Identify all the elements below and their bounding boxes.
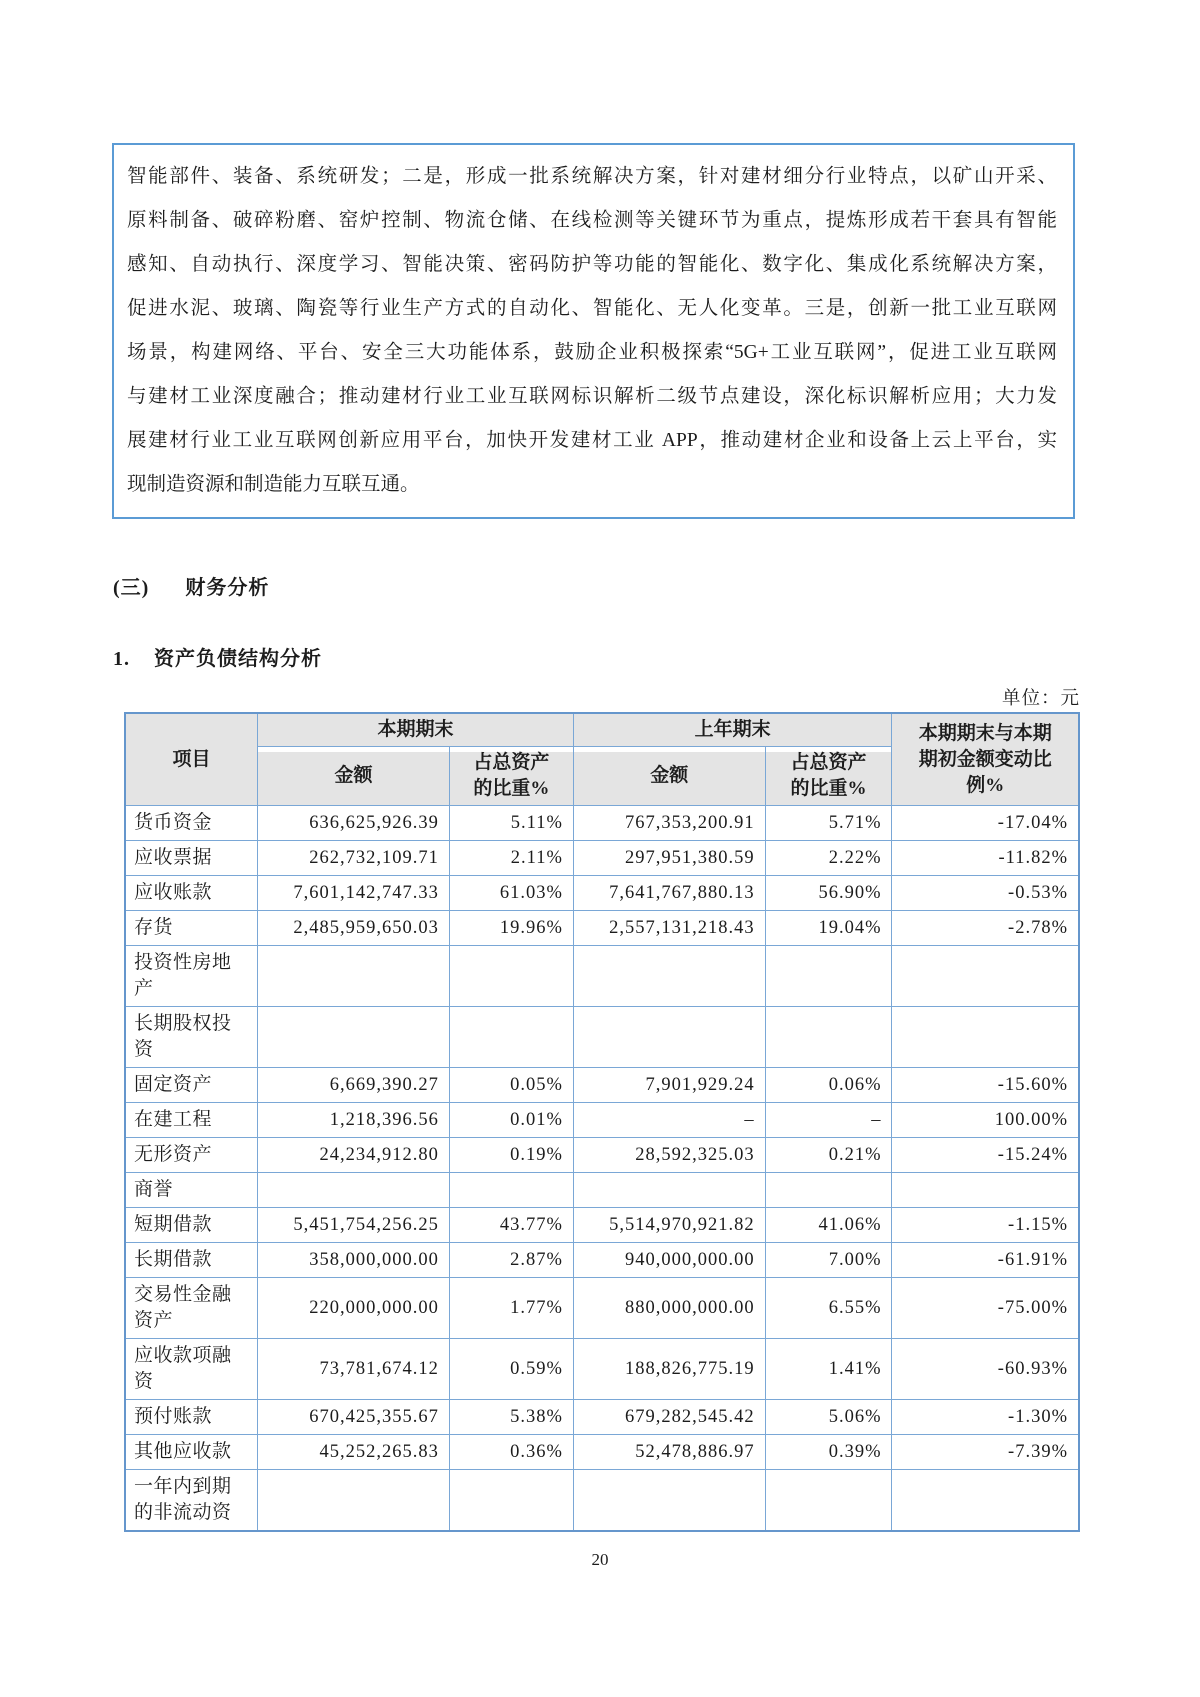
change-cell: -15.60% bbox=[892, 1068, 1079, 1103]
subsection-heading bbox=[113, 642, 322, 671]
current-amount-cell: 24,234,912.80 bbox=[258, 1138, 450, 1173]
current-amount-cell: 7,601,142,747.33 bbox=[258, 876, 450, 911]
prior-pct-cell bbox=[765, 1007, 892, 1068]
policy-text-box bbox=[112, 143, 1075, 519]
prior-amount-cell: 297,951,380.59 bbox=[573, 841, 765, 876]
row-label-cell: 长期借款 bbox=[125, 1243, 258, 1278]
row-label-cell: 投资性房地产 bbox=[125, 946, 258, 1007]
table-header-row-1 bbox=[125, 713, 1079, 747]
prior-pct-cell: 6.55% bbox=[765, 1278, 892, 1339]
prior-pct-cell: 2.22% bbox=[765, 841, 892, 876]
row-label-cell: 固定资产 bbox=[125, 1068, 258, 1103]
table-header-pct-current bbox=[449, 747, 573, 806]
prior-pct-cell: 0.39% bbox=[765, 1435, 892, 1470]
intro-line: 展建材行业工业互联网创新应用平台，加快开发建材工业 APP，推动建材企业和设备上云上平台，实 bbox=[127, 430, 1057, 451]
row-label-cell: 商誉 bbox=[125, 1173, 258, 1208]
current-pct-cell: 2.87% bbox=[449, 1243, 573, 1278]
table-header-prior-period: 上年期末 bbox=[573, 713, 892, 747]
current-amount-cell: 6,669,390.27 bbox=[258, 1068, 450, 1103]
current-amount-cell: 670,425,355.67 bbox=[258, 1400, 450, 1435]
prior-amount-cell: 188,826,775.19 bbox=[573, 1339, 765, 1400]
current-amount-cell: 73,781,674.12 bbox=[258, 1339, 450, 1400]
intro-line: 促进水泥、玻璃、陶瓷等行业生产方式的自动化、智能化、无人化变革。三是，创新一批工业互联网 bbox=[127, 298, 1057, 319]
prior-pct-cell: 5.06% bbox=[765, 1400, 892, 1435]
prior-pct-cell: 0.21% bbox=[765, 1138, 892, 1173]
balance-sheet-structure-table bbox=[124, 712, 1080, 1532]
subsection-number: 1. bbox=[113, 648, 130, 670]
current-pct-cell: 0.05% bbox=[449, 1068, 573, 1103]
current-amount-cell: 636,625,926.39 bbox=[258, 806, 450, 841]
row-label-cell: 存货 bbox=[125, 911, 258, 946]
intro-line: 原料制备、破碎粉磨、窑炉控制、物流仓储、在线检测等关键环节为重点，提炼形成若干套具有智能 bbox=[127, 210, 1057, 231]
row-label-cell: 长期股权投资 bbox=[125, 1007, 258, 1068]
unit-label: 单位：元 bbox=[1001, 689, 1080, 709]
current-amount-cell: 45,252,265.83 bbox=[258, 1435, 450, 1470]
table-row bbox=[125, 1470, 1079, 1532]
change-cell bbox=[892, 1173, 1079, 1208]
prior-amount-cell bbox=[573, 1007, 765, 1068]
current-amount-cell: 1,218,396.56 bbox=[258, 1103, 450, 1138]
table-row bbox=[125, 1278, 1079, 1339]
current-pct-cell: 61.03% bbox=[449, 876, 573, 911]
change-cell bbox=[892, 946, 1079, 1007]
table-row bbox=[125, 1103, 1079, 1138]
table-row bbox=[125, 1068, 1079, 1103]
current-pct-cell bbox=[449, 1470, 573, 1532]
subsection-title: 资产负债结构分析 bbox=[154, 648, 322, 670]
change-cell: 100.00% bbox=[892, 1103, 1079, 1138]
prior-pct-cell: 56.90% bbox=[765, 876, 892, 911]
table-header-amount-prior: 金额 bbox=[573, 747, 765, 806]
current-amount-cell: 220,000,000.00 bbox=[258, 1278, 450, 1339]
prior-amount-cell: 5,514,970,921.82 bbox=[573, 1208, 765, 1243]
current-amount-cell: 2,485,959,650.03 bbox=[258, 911, 450, 946]
prior-amount-cell: 679,282,545.42 bbox=[573, 1400, 765, 1435]
table-row bbox=[125, 1007, 1079, 1068]
table-row bbox=[125, 1435, 1079, 1470]
prior-amount-cell: – bbox=[573, 1103, 765, 1138]
table-row bbox=[125, 876, 1079, 911]
prior-pct-cell bbox=[765, 1470, 892, 1532]
current-amount-cell bbox=[258, 1007, 450, 1068]
current-amount-cell bbox=[258, 1173, 450, 1208]
row-label-cell: 一年内到期的非流动资 bbox=[125, 1470, 258, 1532]
table-header-change-ratio bbox=[892, 713, 1079, 806]
table-header-change-ratio-text: 本期期末与本期期初金额变动比例% bbox=[918, 722, 1052, 796]
table-row bbox=[125, 1339, 1079, 1400]
prior-amount-cell: 940,000,000.00 bbox=[573, 1243, 765, 1278]
row-label-cell: 短期借款 bbox=[125, 1208, 258, 1243]
current-pct-cell bbox=[449, 1007, 573, 1068]
change-cell: -1.30% bbox=[892, 1400, 1079, 1435]
prior-pct-cell: 5.71% bbox=[765, 806, 892, 841]
current-pct-cell: 0.59% bbox=[449, 1339, 573, 1400]
prior-amount-cell: 2,557,131,218.43 bbox=[573, 911, 765, 946]
current-amount-cell: 5,451,754,256.25 bbox=[258, 1208, 450, 1243]
prior-pct-cell: 1.41% bbox=[765, 1339, 892, 1400]
prior-amount-cell: 767,353,200.91 bbox=[573, 806, 765, 841]
table-row bbox=[125, 946, 1079, 1007]
current-amount-cell bbox=[258, 1470, 450, 1532]
current-pct-cell: 0.36% bbox=[449, 1435, 573, 1470]
change-cell bbox=[892, 1007, 1079, 1068]
table-row bbox=[125, 1400, 1079, 1435]
change-cell: -75.00% bbox=[892, 1278, 1079, 1339]
table-header-pct-prior-text: 占总资产的比重% bbox=[790, 752, 867, 799]
current-pct-cell: 19.96% bbox=[449, 911, 573, 946]
row-label-cell: 无形资产 bbox=[125, 1138, 258, 1173]
table-header-pct-current-text: 占总资产的比重% bbox=[473, 752, 550, 799]
table-row bbox=[125, 911, 1079, 946]
row-label-cell: 预付账款 bbox=[125, 1400, 258, 1435]
section-title: 财务分析 bbox=[185, 577, 270, 599]
intro-line: 现制造资源和制造能力互联互通。 bbox=[127, 474, 420, 495]
page-number: 20 bbox=[591, 1550, 609, 1569]
row-label-cell: 其他应收款 bbox=[125, 1435, 258, 1470]
prior-pct-cell: 19.04% bbox=[765, 911, 892, 946]
change-cell: -60.93% bbox=[892, 1339, 1079, 1400]
current-pct-cell: 5.11% bbox=[449, 806, 573, 841]
current-pct-cell: 2.11% bbox=[449, 841, 573, 876]
change-cell: -61.91% bbox=[892, 1243, 1079, 1278]
prior-amount-cell: 28,592,325.03 bbox=[573, 1138, 765, 1173]
intro-line: 场景，构建网络、平台、安全三大功能体系，鼓励企业积极探索“5G+工业互联网”，促进工业互联网 bbox=[127, 342, 1057, 363]
prior-pct-cell: 0.06% bbox=[765, 1068, 892, 1103]
change-cell: -11.82% bbox=[892, 841, 1079, 876]
current-pct-cell bbox=[449, 946, 573, 1007]
table-header-amount-current: 金额 bbox=[258, 747, 450, 806]
current-pct-cell bbox=[449, 1173, 573, 1208]
change-cell: -17.04% bbox=[892, 806, 1079, 841]
current-pct-cell: 43.77% bbox=[449, 1208, 573, 1243]
prior-pct-cell: 41.06% bbox=[765, 1208, 892, 1243]
section-heading bbox=[113, 571, 269, 600]
table-row bbox=[125, 806, 1079, 841]
prior-amount-cell bbox=[573, 1173, 765, 1208]
change-cell bbox=[892, 1470, 1079, 1532]
prior-amount-cell: 7,641,767,880.13 bbox=[573, 876, 765, 911]
row-label-cell: 交易性金融资产 bbox=[125, 1278, 258, 1339]
table-row bbox=[125, 841, 1079, 876]
table-row bbox=[125, 1173, 1079, 1208]
section-number: (三) bbox=[113, 577, 150, 599]
intro-line: 智能部件、装备、系统研发；二是，形成一批系统解决方案，针对建材细分行业特点，以矿山开采、 bbox=[127, 166, 1057, 187]
prior-pct-cell bbox=[765, 1173, 892, 1208]
current-amount-cell bbox=[258, 946, 450, 1007]
table-header-current-period: 本期期末 bbox=[258, 713, 574, 747]
row-label-cell: 应收款项融资 bbox=[125, 1339, 258, 1400]
change-cell: -15.24% bbox=[892, 1138, 1079, 1173]
prior-amount-cell bbox=[573, 946, 765, 1007]
current-amount-cell: 262,732,109.71 bbox=[258, 841, 450, 876]
table-row bbox=[125, 1138, 1079, 1173]
current-amount-cell: 358,000,000.00 bbox=[258, 1243, 450, 1278]
change-cell: -7.39% bbox=[892, 1435, 1079, 1470]
prior-pct-cell: 7.00% bbox=[765, 1243, 892, 1278]
row-label-cell: 在建工程 bbox=[125, 1103, 258, 1138]
prior-pct-cell: – bbox=[765, 1103, 892, 1138]
table-header-item: 项目 bbox=[125, 713, 258, 806]
intro-line: 感知、自动执行、深度学习、智能决策、密码防护等功能的智能化、数字化、集成化系统解决方案， bbox=[127, 254, 1057, 275]
prior-amount-cell: 880,000,000.00 bbox=[573, 1278, 765, 1339]
prior-amount-cell bbox=[573, 1470, 765, 1532]
prior-amount-cell: 52,478,886.97 bbox=[573, 1435, 765, 1470]
row-label-cell: 货币资金 bbox=[125, 806, 258, 841]
table-header-pct-prior bbox=[765, 747, 892, 806]
table-row bbox=[125, 1243, 1079, 1278]
change-cell: -1.15% bbox=[892, 1208, 1079, 1243]
row-label-cell: 应收账款 bbox=[125, 876, 258, 911]
row-label-cell: 应收票据 bbox=[125, 841, 258, 876]
change-cell: -2.78% bbox=[892, 911, 1079, 946]
current-pct-cell: 0.19% bbox=[449, 1138, 573, 1173]
change-cell: -0.53% bbox=[892, 876, 1079, 911]
current-pct-cell: 0.01% bbox=[449, 1103, 573, 1138]
current-pct-cell: 5.38% bbox=[449, 1400, 573, 1435]
current-pct-cell: 1.77% bbox=[449, 1278, 573, 1339]
prior-pct-cell bbox=[765, 946, 892, 1007]
table-row bbox=[125, 1208, 1079, 1243]
intro-line: 与建材工业深度融合；推动建材行业工业互联网标识解析二级节点建设，深化标识解析应用；大力发 bbox=[127, 386, 1057, 407]
prior-amount-cell: 7,901,929.24 bbox=[573, 1068, 765, 1103]
